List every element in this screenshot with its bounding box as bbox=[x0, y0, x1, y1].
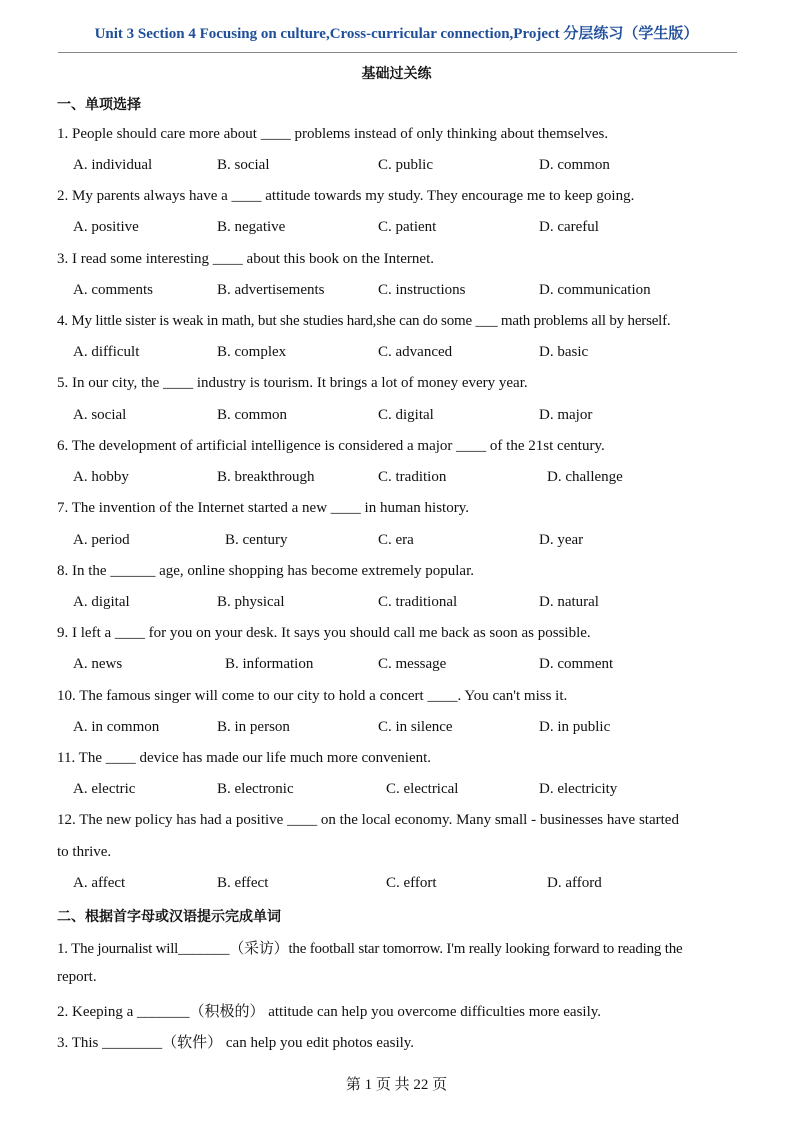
option-8b: B. physical bbox=[217, 594, 285, 610]
option-10d: D. in public bbox=[539, 719, 611, 735]
option-3a: A. comments bbox=[73, 282, 153, 298]
option-11d: D. electricity bbox=[539, 781, 618, 797]
option-5c: C. digital bbox=[378, 407, 434, 423]
option-1c: C. public bbox=[378, 157, 433, 173]
option-12c: C. effort bbox=[386, 875, 437, 891]
option-5a: A. social bbox=[73, 407, 127, 423]
option-8d: D. natural bbox=[539, 594, 599, 610]
option-4c: C. advanced bbox=[378, 344, 453, 360]
question-9: 9. I left a ____ for you on your desk. It says you should call me back as soon as possible. bbox=[57, 625, 591, 641]
question-11: 11. The ____ device has made our life much more convenient. bbox=[57, 750, 432, 766]
option-4d: D. basic bbox=[539, 344, 589, 360]
option-8a: A. digital bbox=[73, 594, 130, 610]
section2-heading: 二、根据首字母或汉语提示完成单词 bbox=[57, 909, 281, 925]
option-4a: A. difficult bbox=[73, 344, 140, 360]
header-divider bbox=[58, 52, 737, 53]
document-header: Unit 3 Section 4 Focusing on culture,Cross-curricular connection,Project 分层练习（学生版） bbox=[94, 26, 699, 42]
option-5b: B. common bbox=[217, 407, 287, 423]
fill-item-1-continuation: report. bbox=[57, 969, 97, 985]
question-2: 2. My parents always have a ____ attitude towards my study. They encourage me to keep going. bbox=[57, 188, 635, 204]
question-3: 3. I read some interesting ____ about this book on the Internet. bbox=[57, 251, 434, 267]
question-7: 7. The invention of the Internet started a new ____ in human history. bbox=[57, 500, 469, 516]
question-5: 5. In our city, the ____ industry is tourism. It brings a lot of money every year. bbox=[57, 375, 528, 391]
option-1b: B. social bbox=[217, 157, 270, 173]
option-6b: B. breakthrough bbox=[217, 469, 315, 485]
doc-title: 基础过关练 bbox=[361, 66, 432, 82]
fill-item-3: 3. This ________（软件） can help you edit photos easily. bbox=[57, 1035, 415, 1051]
option-12b: B. effect bbox=[217, 875, 269, 891]
option-3d: D. communication bbox=[539, 282, 651, 298]
option-1a: A. individual bbox=[73, 157, 153, 173]
option-5d: D. major bbox=[539, 407, 593, 423]
option-12a: A. affect bbox=[73, 875, 126, 891]
option-10c: C. in silence bbox=[378, 719, 453, 735]
option-2a: A. positive bbox=[73, 219, 139, 235]
option-10b: B. in person bbox=[217, 719, 290, 735]
section1-heading: 一、单项选择 bbox=[57, 97, 141, 113]
fill-item-2: 2. Keeping a _______（积极的） attitude can help you overcome difficulties more easily. bbox=[57, 1004, 602, 1020]
option-11c: C. electrical bbox=[386, 781, 459, 797]
option-9b: B. information bbox=[225, 656, 314, 672]
option-2d: D. careful bbox=[539, 219, 599, 235]
question-1: 1. People should care more about ____ problems instead of only thinking about themselves. bbox=[57, 126, 609, 142]
fill-item-1: 1. The journalist will_______（采访）the football star tomorrow. I'm really looking forward to reading the bbox=[57, 941, 683, 957]
option-7c: C. era bbox=[378, 532, 414, 548]
option-7a: A. period bbox=[73, 532, 130, 548]
option-6a: A. hobby bbox=[73, 469, 129, 485]
page-footer: 第 1 页 共 22 页 bbox=[345, 1077, 448, 1093]
question-6: 6. The development of artificial intelligence is considered a major ____ of the 21st century. bbox=[57, 438, 605, 454]
option-3b: B. advertisements bbox=[217, 282, 325, 298]
option-12d: D. afford bbox=[547, 875, 602, 891]
option-8c: C. traditional bbox=[378, 594, 458, 610]
option-2b: B. negative bbox=[217, 219, 286, 235]
option-6d: D. challenge bbox=[547, 469, 623, 485]
option-1d: D. common bbox=[539, 157, 610, 173]
option-9a: A. news bbox=[73, 656, 123, 672]
option-7d: D. year bbox=[539, 532, 584, 548]
option-7b: B. century bbox=[225, 532, 288, 548]
option-2c: C. patient bbox=[378, 219, 437, 235]
option-11b: B. electronic bbox=[217, 781, 294, 797]
option-11a: A. electric bbox=[73, 781, 136, 797]
option-9c: C. message bbox=[378, 656, 447, 672]
option-6c: C. tradition bbox=[378, 469, 447, 485]
question-8: 8. In the ______ age, online shopping has become extremely popular. bbox=[57, 563, 474, 579]
question-12-continuation: to thrive. bbox=[57, 844, 112, 860]
question-12: 12. The new policy has had a positive ____ on the local economy. Many small - businesses have started bbox=[57, 812, 679, 828]
option-3c: C. instructions bbox=[378, 282, 466, 298]
question-10: 10. The famous singer will come to our city to hold a concert ____. You can't miss it. bbox=[57, 688, 568, 704]
option-10a: A. in common bbox=[73, 719, 160, 735]
question-4: 4. My little sister is weak in math, but she studies hard,she can do some ___ math problems all by herself. bbox=[57, 313, 671, 329]
option-9d: D. comment bbox=[539, 656, 614, 672]
option-4b: B. complex bbox=[217, 344, 287, 360]
